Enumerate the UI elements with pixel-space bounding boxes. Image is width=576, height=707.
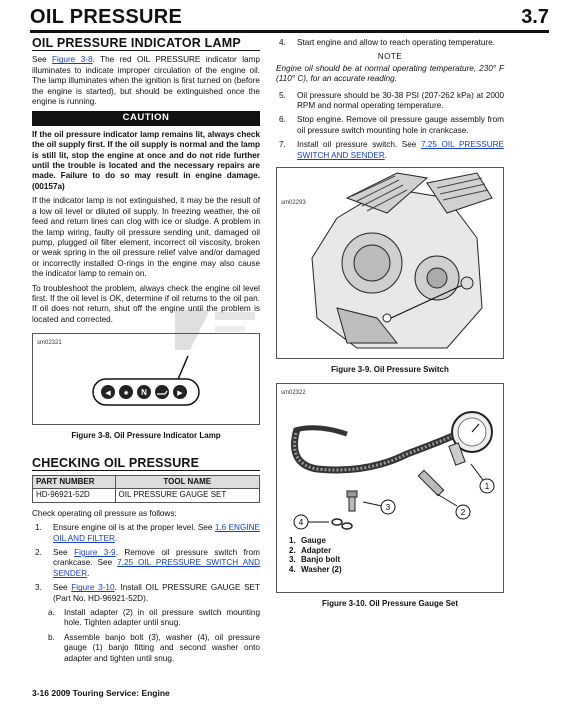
figure-3-9 <box>276 167 504 359</box>
callout-1: 1 <box>484 482 490 492</box>
gauge-set-illustration <box>277 394 503 534</box>
step-3: 3. See Figure 3-10. Install OIL PRESSURE GAUGE SET (Part No. HD-96921-52D). <box>35 583 261 603</box>
table-row: HD-96921-52D OIL PRESSURE GAUGE SET <box>33 489 260 502</box>
section-number: 3.7 <box>521 6 549 28</box>
watermark-logo <box>170 300 260 360</box>
figure-3-9-link[interactable]: Figure 3-9 <box>74 548 116 557</box>
svg-text:◀: ◀ <box>105 389 111 398</box>
svg-text:▶: ▶ <box>177 389 183 398</box>
step-4: 4. Start engine and allow to reach operating temperature. <box>279 38 495 47</box>
figure-id: sm02322 <box>281 390 306 397</box>
engine-illustration <box>277 168 503 358</box>
figure-3-10-legend <box>289 536 342 574</box>
tools-table <box>32 475 260 503</box>
page-footer: 3-16 2009 Touring Service: Engine <box>32 688 170 698</box>
indicator-intro: See Figure 3-8. The red OIL PRESSURE indicator lamp illuminates to indicate improper circulation of the engine oil. The lamp illuminates when the ignition is first turned on (before the engine is started), but should be extinguished once the engine is running. <box>32 55 260 107</box>
figure-3-10-link[interactable]: Figure 3-10 <box>71 583 115 593</box>
indicator-heading: OIL PRESSURE INDICATOR LAMP <box>32 38 260 51</box>
callout-4: 4 <box>298 518 304 528</box>
figure-id: sm02293 <box>281 200 306 207</box>
figure-3-10 <box>276 383 504 593</box>
figure-3-9-caption: Figure 3-9. Oil Pressure Switch <box>331 365 449 375</box>
checking-intro: Check operating oil pressure as follows: <box>32 508 177 518</box>
caution-banner: CAUTION <box>32 111 260 125</box>
oil-pressure-switch-link[interactable]: 7.25 OIL PRESSURE SWITCH AND SENDER <box>53 558 260 578</box>
step-3b: b. Assemble banjo bolt (3), washer (4), oil pressure gauge (1) banjo fitting and second washer onto adapter and tighten until snug. <box>48 632 260 663</box>
engine-oil-link[interactable]: 1.6 ENGINE OIL AND FILTER <box>53 523 260 543</box>
right-column <box>276 38 504 610</box>
indicator-para2: If the indicator lamp is not extinguished, it may be the result of a low oil level or diluted oil supply. In freezing weather, the oil feed and return lines can clog with ice or sludge. A problem in the lamp wiring, faulty oil pressure sending unit, damaged oil pump, plugged oil filter element, incorrect oil viscosity, broken or weak spring in the oil pressure relief valve and/or damaged or incorrectly installed O-rings in the engine may also cause the indicator lamp to remain on. <box>32 196 260 279</box>
page-header <box>30 6 549 33</box>
legend-item: 3. Banjo bolt <box>289 555 341 565</box>
note-label: NOTE <box>377 52 403 62</box>
legend-item: 1. Gauge <box>289 536 326 546</box>
note-text: Engine oil should be at normal operating temperature, 230° F (110° C), for an accurate reading. <box>276 63 504 84</box>
table-header-tool-name: TOOL NAME <box>115 475 260 488</box>
step-5: 5. Oil pressure should be 30-38 PSI (207-262 kPa) at 2000 RPM and normal operating temperature. <box>279 90 504 111</box>
legend-item: 2. Adapter <box>289 545 332 555</box>
figure-3-10-caption: Figure 3-10. Oil Pressure Gauge Set <box>321 599 459 609</box>
svg-text:N: N <box>141 388 147 398</box>
callout-2: 2 <box>460 508 466 518</box>
callout-3: 3 <box>385 503 391 513</box>
legend-item: 4. Washer (2) <box>289 564 342 574</box>
caution-text: If the oil pressure indicator lamp remains lit, always check the oil supply first. If the oil supply is normal and the lamp is still lit, stop the engine at once and do not ride further until the trouble is located and the necessary repairs are made. Failure to do so may result in engine damage. (00157a) <box>32 129 260 191</box>
svg-text:✺: ✺ <box>123 390 129 398</box>
figure-3-8-caption: Figure 3-8. Oil Pressure Indicator Lamp <box>71 431 221 441</box>
step-6: 6. Stop engine. Remove oil pressure gauge assembly from oil pressure switch mounting hole in crankcase. <box>279 115 504 135</box>
page-title: OIL PRESSURE <box>30 6 183 28</box>
step-1: 1. Ensure engine oil is at the proper level. See 1.6 ENGINE OIL AND FILTER. <box>35 523 260 543</box>
table-header-part-number: PART NUMBER <box>33 475 116 488</box>
step-7: 7. Install oil pressure switch. See 7.25 OIL PRESSURE SWITCH AND SENDER. <box>279 140 504 160</box>
figure-3-8-link[interactable]: Figure 3-8 <box>52 55 93 65</box>
figure-id: sm02321 <box>37 340 62 347</box>
indicator-para3: To troubleshoot the problem, always check the engine oil level first. If the oil level is OK, determine if oil returns to the oil pan. If oil does not return, shut off the engine until the problem is located and corrected. <box>32 283 260 324</box>
step-2: 2. See Figure 3-9. Remove oil pressure switch from crankcase. See 7.25 OIL PRESSURE SWITCH AND SENDER. <box>35 548 260 578</box>
oil-pressure-switch-link-2[interactable]: 7.25 OIL PRESSURE SWITCH AND SENDER <box>297 140 504 160</box>
step-3a: a. Install adapter (2) in oil pressure switch mounting hole. Tighten adapter until snug. <box>48 608 260 628</box>
checking-heading: CHECKING OIL PRESSURE <box>32 458 260 471</box>
